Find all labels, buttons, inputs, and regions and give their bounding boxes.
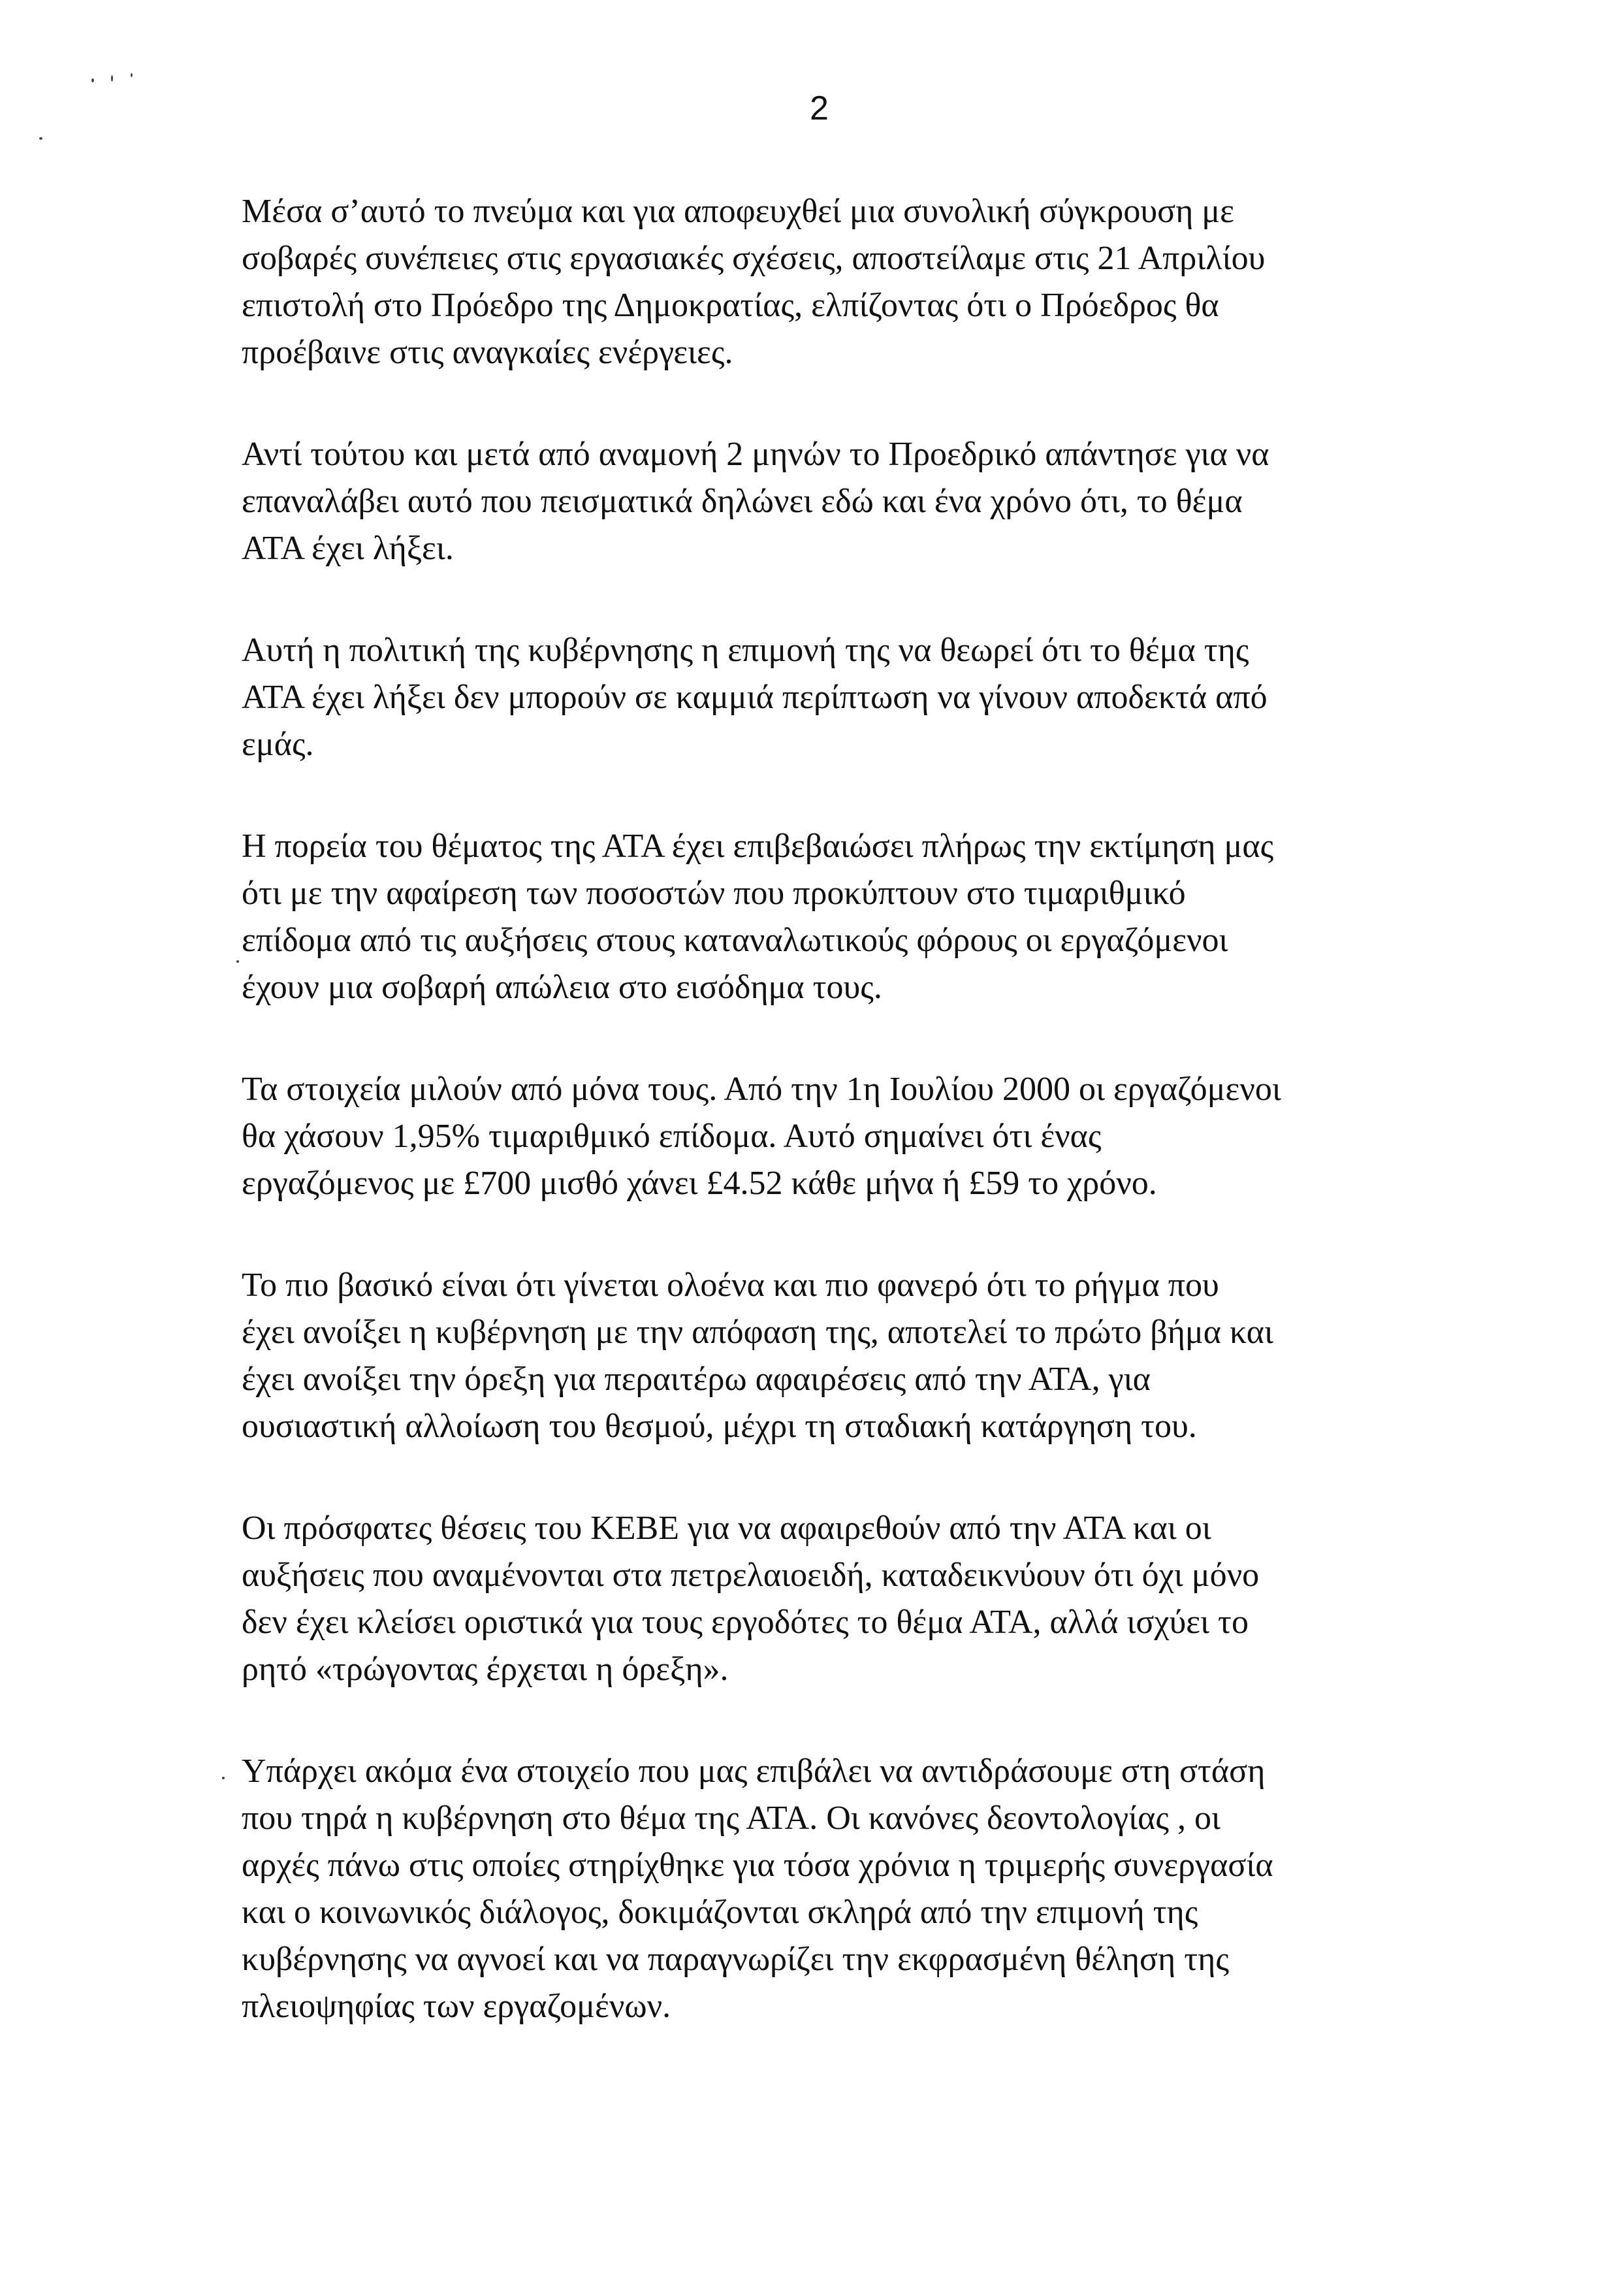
text-line: Οι πρόσφατες θέσεις του ΚΕΒΕ για να αφαιρεθούν από την ΑΤΑ και οι: [242, 1510, 1211, 1547]
text-line: έχουν μια σοβαρή απώλεια στο εισόδημα τους.: [242, 969, 882, 1006]
text-line: Μέσα σ’αυτό το πνεύμα και για αποφευχθεί μια συνολική σύγκρουση με: [242, 193, 1235, 230]
text-line: Αυτή η πολιτική της κυβέρνησης η επιμονή της να θεωρεί ότι το θέμα της: [242, 632, 1249, 669]
text-line: επιστολή στο Πρόεδρο της Δημοκρατίας, ελπίζοντας ότι ο Πρόεδρος θα: [242, 287, 1219, 324]
paragraph-6: [242, 1262, 1424, 1450]
text-line: Αντί τούτου και μετά από αναμονή 2 μηνών το Προεδρικό απάντησε για να: [242, 436, 1269, 473]
text-line: επίδομα από τις αυξήσεις στους καταναλωτικούς φόρους οι εργαζόμενοι: [242, 922, 1228, 959]
text-line: ρητό «τρώγοντας έρχεται η όρεξη».: [242, 1651, 729, 1688]
text-line: που τηρά η κυβέρνηση στο θέμα της ΑΤΑ. Οι κανόνες δεοντολογίας , οι: [242, 1800, 1220, 1837]
text-line: ότι με την αφαίρεση των ποσοστών που προκύπτουν στο τιμαριθμικό: [242, 875, 1186, 912]
text-line: θα χάσουν 1,95% τιμαριθμικό επίδομα. Αυτό σημαίνει ότι ένας: [242, 1118, 1102, 1155]
paragraph-8: [242, 1748, 1424, 2030]
text-line: ΑΤΑ έχει λήξει.: [242, 530, 454, 567]
text-line: αυξήσεις που αναμένονται στα πετρελαιοειδή, καταδεικνύουν ότι όχι μόνο: [242, 1557, 1260, 1594]
scan-speck: [131, 73, 133, 77]
text-line: Το πιο βασικό είναι ότι γίνεται ολοένα και πιο φανερό ότι το ρήγμα που: [242, 1267, 1219, 1304]
paragraph-7: [242, 1505, 1424, 1693]
scan-speck: [111, 75, 113, 82]
text-line: πλειοψηφίας των εργαζομένων.: [242, 1988, 671, 2025]
text-line: ουσιαστική αλλοίωση του θεσμού, μέχρι τη σταδιακή κατάργηση του.: [242, 1408, 1197, 1445]
paragraph-2: [242, 431, 1424, 572]
text-line: Η πορεία του θέματος της ΑΤΑ έχει επιβεβαιώσει πλήρως την εκτίμηση μας: [242, 828, 1274, 865]
text-line: σοβαρές συνέπειες στις εργασιακές σχέσεις, αποστείλαμε στις 21 Απριλίου: [242, 240, 1266, 277]
document-body: [242, 188, 1424, 2085]
text-line: κυβέρνησης να αγνοεί και να παραγνωρίζει την εκφρασμένη θέληση της: [242, 1941, 1229, 1978]
scan-speck: [222, 1777, 225, 1779]
paragraph-5: [242, 1066, 1424, 1207]
paragraph-3: [242, 627, 1424, 768]
scan-speck: [39, 137, 42, 140]
text-line: εργαζόμενος με £700 μισθό χάνει £4.52 κάθε μήνα ή £59 το χρόνο.: [242, 1165, 1157, 1202]
scan-speck: [236, 960, 239, 963]
text-line: Τα στοιχεία μιλούν από μόνα τους. Από την 1η Ιουλίου 2000 οι εργαζόμενοι: [242, 1071, 1281, 1108]
text-line: εμάς.: [242, 726, 314, 763]
text-line: έχει ανοίξει την όρεξη για περαιτέρω αφαιρέσεις από την ΑΤΑ, για: [242, 1361, 1151, 1398]
text-line: επαναλάβει αυτό που πεισματικά δηλώνει εδώ και ένα χρόνο ότι, το θέμα: [242, 483, 1243, 520]
scan-speck: [91, 78, 94, 82]
text-line: αρχές πάνω στις οποίες στηρίχθηκε για τόσα χρόνια η τριμερής συνεργασία: [242, 1847, 1273, 1884]
page-number: 2: [810, 89, 829, 127]
text-line: προέβαινε στις αναγκαίες ενέργειες.: [242, 334, 733, 371]
text-line: δεν έχει κλείσει οριστικά για τους εργοδότες το θέμα ΑΤΑ, αλλά ισχύει το: [242, 1604, 1249, 1641]
paragraph-1: [242, 188, 1424, 376]
text-line: έχει ανοίξει η κυβέρνηση με την απόφαση της, αποτελεί το πρώτο βήμα και: [242, 1314, 1274, 1351]
paragraph-4: [242, 823, 1424, 1011]
text-line: Υπάρχει ακόμα ένα στοιχείο που μας επιβάλει να αντιδράσουμε στη στάση: [242, 1753, 1266, 1790]
text-line: ΑΤΑ έχει λήξει δεν μπορούν σε καμμιά περίπτωση να γίνουν αποδεκτά από: [242, 679, 1268, 716]
text-line: και ο κοινωνικός διάλογος, δοκιμάζονται σκληρά από την επιμονή της: [242, 1894, 1198, 1931]
